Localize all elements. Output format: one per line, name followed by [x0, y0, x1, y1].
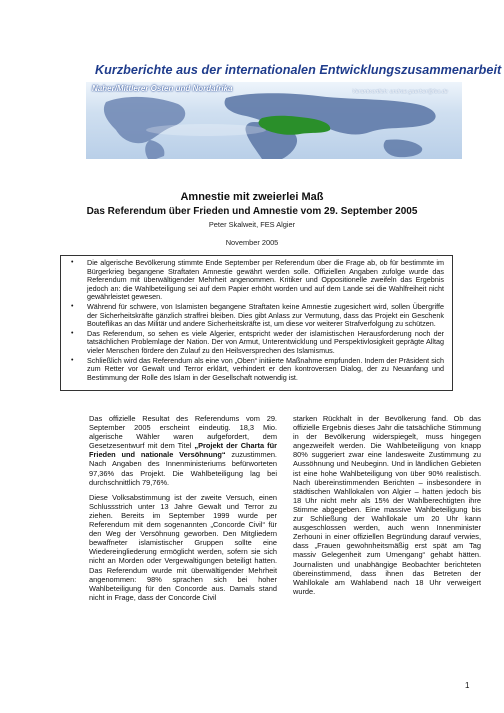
summary-box: [60, 255, 453, 391]
summary-item-text: Schließlich wird das Referendum als eine von „Oben“ initiierte Maßnahme empfunden. Indem der Präsident sich zum Retter vor Gewalt und Terror erklärt, verhindert er den kontroversen Dialog, der zu Neuanfang und Bestimmung der Rolle des Islam in der Gesellschaft notwendig ist.: [87, 355, 444, 382]
banner-map-image: [86, 82, 462, 159]
document-author: Peter Skalweit, FES Algier: [208, 220, 296, 229]
body-paragraph: [89, 414, 277, 487]
charter-title: „Projekt der Charta für Frieden und nationale Versöhnung“: [89, 441, 277, 460]
summary-item-text: Während für schwere, von Islamisten begangene Straftaten keine Amnestie zugesichert wird, sollen Übergriffe der Sicherheitskräfte gänzlich straffrei bleiben. Dies gibt Anlass zur Vermutung, dass das Projekt ein Geschenk Bouteflikas an das Militär und andere Sicherheitskräfte ist, um diese vor weiterer Strafverfolgung zu schützen.: [87, 301, 444, 329]
summary-item: [71, 357, 444, 383]
bullet-icon: •: [71, 302, 74, 310]
document-subtitle: Das Referendum über Frieden und Amnestie vom 29. September 2005: [86, 206, 418, 217]
document-title: Amnestie mit zweierlei Maß: [180, 191, 324, 203]
summary-item-text: Die algerische Bevölkerung stimmte Ende September per Referendum über die Frage ab, ob für bestimmte im Bürgerkrieg begangene Straftaten Amnestie gewährt werden solle. Offiziellen Angaben zufolge wurde das Referendum mit überwältigender Mehrheit angenommen. Kritiker und Oppositionelle zweifeln das Ergebnis jedoch an: die Wahlbeteiligung sei auf dem Papier erhöht worden und auf dem Lande sei die Wahlfreiheit nicht gewährleistet gewesen.: [87, 258, 444, 302]
page-number: 1: [465, 681, 470, 690]
body-text: Das offizielle Resultat des Referendums vom 29. September 2005 erscheint eindeutig. 18,3 Mio. algerische Wähler waren aufgefordert, dem Gesetzesentwurf mit dem Titel: [89, 414, 277, 451]
body-column-left: [89, 414, 277, 608]
bullet-icon: •: [71, 259, 74, 266]
banner-title: Kurzberichte aus der internationalen Entwicklungszusammenarbeit: [95, 63, 502, 77]
bullet-icon: •: [71, 329, 74, 337]
banner-region: Naher/Mittlerer Osten und Nordafrika: [92, 84, 233, 93]
bullet-icon: •: [71, 356, 74, 364]
body-paragraph: starken Rückhalt in der Bevölkerung fand. Ob das offizielle Ergebnis dieses Jahr die tatsächliche Stimmung in der Bevölkerung widerspiegelt, muss hingegen angezweifelt werden. Die Wahlbeteiligung von knapp 80% suggeriert zwar eine landesweite Zustimmung zu Aussöhnung und Neubeginn. Und in ländlichen Gebieten ist eine hohe Wahlbeteiligung von über 90% realistisch. Nach übereinstimmenden Berichten – insbesondere in städtischen Wahllokalen von Algier – hatten jedoch bis 18 Uhr nicht mehr als 15% der Wahlberechtigten ihre Stimme abgegeben. Eine massive Wahlbeteiligung bis zur Schließung der Wahllokale um 20 Uhr kann ausgeschlossen werden, auch wenn Innenminister Zerhouni in einer offiziellen Begründung darauf verwies, dass „Frauen gewohnheitsmäßig erst spät am Tag massiv Gelegenheit zum Urnengang“ gehabt hätten. Journalisten und unabhängige Beobachter berichteten übereinstimmend, dass ihnen das Betreten der Wahllokale am Wahlabend nach 18 Uhr verweigert wurde.: [293, 414, 481, 596]
document-date: November 2005: [225, 238, 279, 247]
banner-responsible: Verantwortlich: andrae.gaerber@fes.de: [352, 89, 448, 95]
body-column-right: [293, 414, 481, 602]
summary-item: [71, 330, 444, 356]
summary-item: [71, 303, 444, 329]
body-text: zuzustimmen. Nach Angaben des Innenministeriums befürworteten 97,36% das Projekt. Die Wahlbeteiligung lag bei durchschnittlich 79,76%.: [89, 450, 277, 487]
summary-item: [71, 259, 444, 302]
body-paragraph: Diese Volksabstimmung ist der zweite Versuch, einen Schlussstrich unter 13 Jahre Gewalt und Terror zu ziehen. Bereits im September 1999 wurde per Referendum mit dem sogenannten „Concorde Civil“ für den Weg der Versöhnung geworben. Den Mitgliedern bewaffneter islamistischer Gruppen sollte eine Wiedereingliederung ermöglicht werden, sofern sie sich nicht an Morden oder Vergewaltigungen beteiligt hatten. Das Referendum wurde mit überwältigender Mehrheit angenommen: 98% sprachen sich bei hoher Wahlbeteiligung für den Concorde aus. Damals stand nicht in Frage, dass der Concorde Civil: [89, 492, 277, 602]
summary-list: [71, 259, 444, 382]
summary-item-text: Das Referendum, so sehen es viele Algerier, entspricht weder der islamistischen Herausforderung noch der tatsächlichen Problemlage der Nation. Der von Armut, Unterentwicklung und Perspektivlosigkeit geprägte Alltag vieler Menschen fördere den Zulauf zu den Heilsversprechen des Islamismus.: [87, 328, 444, 355]
